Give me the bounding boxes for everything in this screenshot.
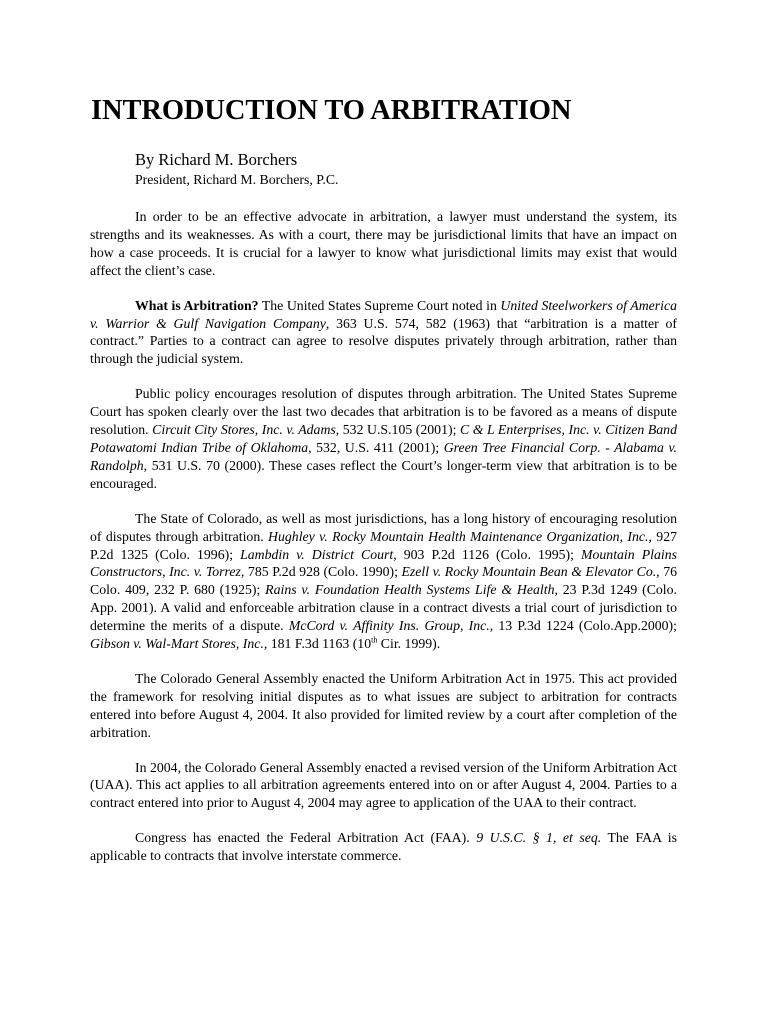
text-run: 785 P.2d 928 (Colo. 1990);	[244, 564, 402, 580]
text-run: , 903 P.2d 1126 (Colo. 1995);	[393, 546, 582, 562]
case-citation: Mountain Plains Constructors, Inc. v. Torrez,	[90, 546, 677, 580]
paragraph-uaa-1975	[90, 670, 677, 742]
paragraph-faa	[90, 829, 677, 865]
case-citation: Gibson v. Wal-Mart Stores, Inc.,	[90, 636, 268, 652]
case-citation: Lambdin v. District Court	[240, 546, 394, 562]
author-affiliation: President, Richard M. Borchers, P.C.	[135, 172, 339, 187]
case-citation: C & L Enterprises, Inc. v. Citizen Band Potawatomi Indian Tribe of Oklahoma	[90, 422, 677, 455]
case-citation: McCord v. Affinity Ins. Group, Inc.,	[288, 618, 494, 634]
paragraph-uaa-2004	[90, 759, 677, 813]
text-run: The United States Supreme Court noted in	[258, 297, 501, 313]
case-citation: Green Tree Financial Corp. - Alabama v. Randolph	[90, 439, 677, 473]
document-body	[90, 208, 677, 882]
case-citation: Ezell v. Rocky Mountain Bean & Elevator Co.,	[401, 564, 660, 580]
text-run: Public policy encourages resolution of disputes through arbitration. The United States Supreme Court has spoken clearly over the last two decades that arbitration is to be favored as a means of dispute resolution.	[90, 386, 677, 438]
text-run: , 532, U.S. 411 (2001);	[308, 439, 444, 455]
ordinal-suffix: th	[371, 635, 378, 645]
text-run: , 363 U.S. 574, 582 (1963) that “arbitration is a matter of contract.” Parties to a contract can agree to resolve disputes privately through arbitration, rather than through the judicial system.	[90, 315, 677, 367]
case-citation: Hughley v. Rocky Mountain Health Maintenance Organization, Inc.,	[268, 528, 652, 544]
text-run: , 532 U.S.105 (2001);	[335, 422, 460, 438]
text-run: 927 P.2d 1325 (Colo. 1996);	[90, 528, 677, 562]
text-run: In 2004, the Colorado General Assembly enacted a revised version of the Uniform Arbitration Act (UAA). This act applies to all arbitration agreements entered into on or after August 4, 2004. Parties to a contract entered into prior to August 4, 2004 may agree to application of the UAA to their contract.	[90, 759, 677, 811]
case-citation: 9 U.S.C. § 1, et seq.	[476, 830, 602, 846]
text-run: 13 P.3d 1224 (Colo.App.2000);	[493, 618, 677, 634]
text-run: The Colorado General Assembly enacted the Uniform Arbitration Act in 1975. This act provided the framework for resolving initial disputes as to what issues are subject to arbitration for contracts entered into before August 4, 2004. It also provided for limited review by a court after completion of the arbitration.	[90, 670, 677, 740]
text-run: The FAA is applicable to contracts that involve interstate commerce.	[90, 830, 677, 864]
text-run: Cir. 1999).	[377, 636, 441, 652]
text-run: In order to be an effective advocate in arbitration, a lawyer must understand the system, its strengths and its weaknesses. As with a court, there may be jurisdictional limits that have an impact on how a case proceeds. It is crucial for a lawyer to know what jurisdictional limits may exist that would affect the client’s case.	[90, 209, 677, 278]
section-heading: What is Arbitration?	[135, 297, 259, 313]
case-citation: Rains v. Foundation Health Systems Life & Health	[265, 582, 555, 598]
document-title: INTRODUCTION TO ARBITRATION	[91, 95, 572, 126]
text-run: The State of Colorado, as well as most jurisdictions, has a long history of encouraging resolution of disputes through arbitration.	[90, 510, 677, 544]
text-run: 181 F.3d 1163 (10	[267, 636, 372, 652]
text-run: 76 Colo. 409, 232 P. 680 (1925);	[90, 564, 678, 598]
paragraph-intro	[90, 208, 677, 280]
text-run: Congress has enacted the Federal Arbitration Act (FAA).	[135, 830, 477, 846]
author-byline: By Richard M. Borchers	[135, 150, 298, 169]
case-citation: United Steelworkers of America v. Warrior & Gulf Navigation Company	[90, 297, 678, 331]
text-run: , 23 P.3d 1249 (Colo. App. 2001). A valid and enforceable arbitration clause in a contract divests a trial court of jurisdiction to determine the merits of a dispute.	[90, 582, 677, 634]
text-run: , 531 U.S. 70 (2000). These cases reflect the Court’s longer-term view that arbitration is to be encouraged.	[90, 457, 677, 491]
paragraph-colorado-history	[90, 510, 677, 653]
paragraph-public-policy	[90, 385, 677, 492]
case-citation: Circuit City Stores, Inc. v. Adams	[152, 422, 336, 438]
paragraph-what-is-arbitration	[90, 297, 677, 369]
